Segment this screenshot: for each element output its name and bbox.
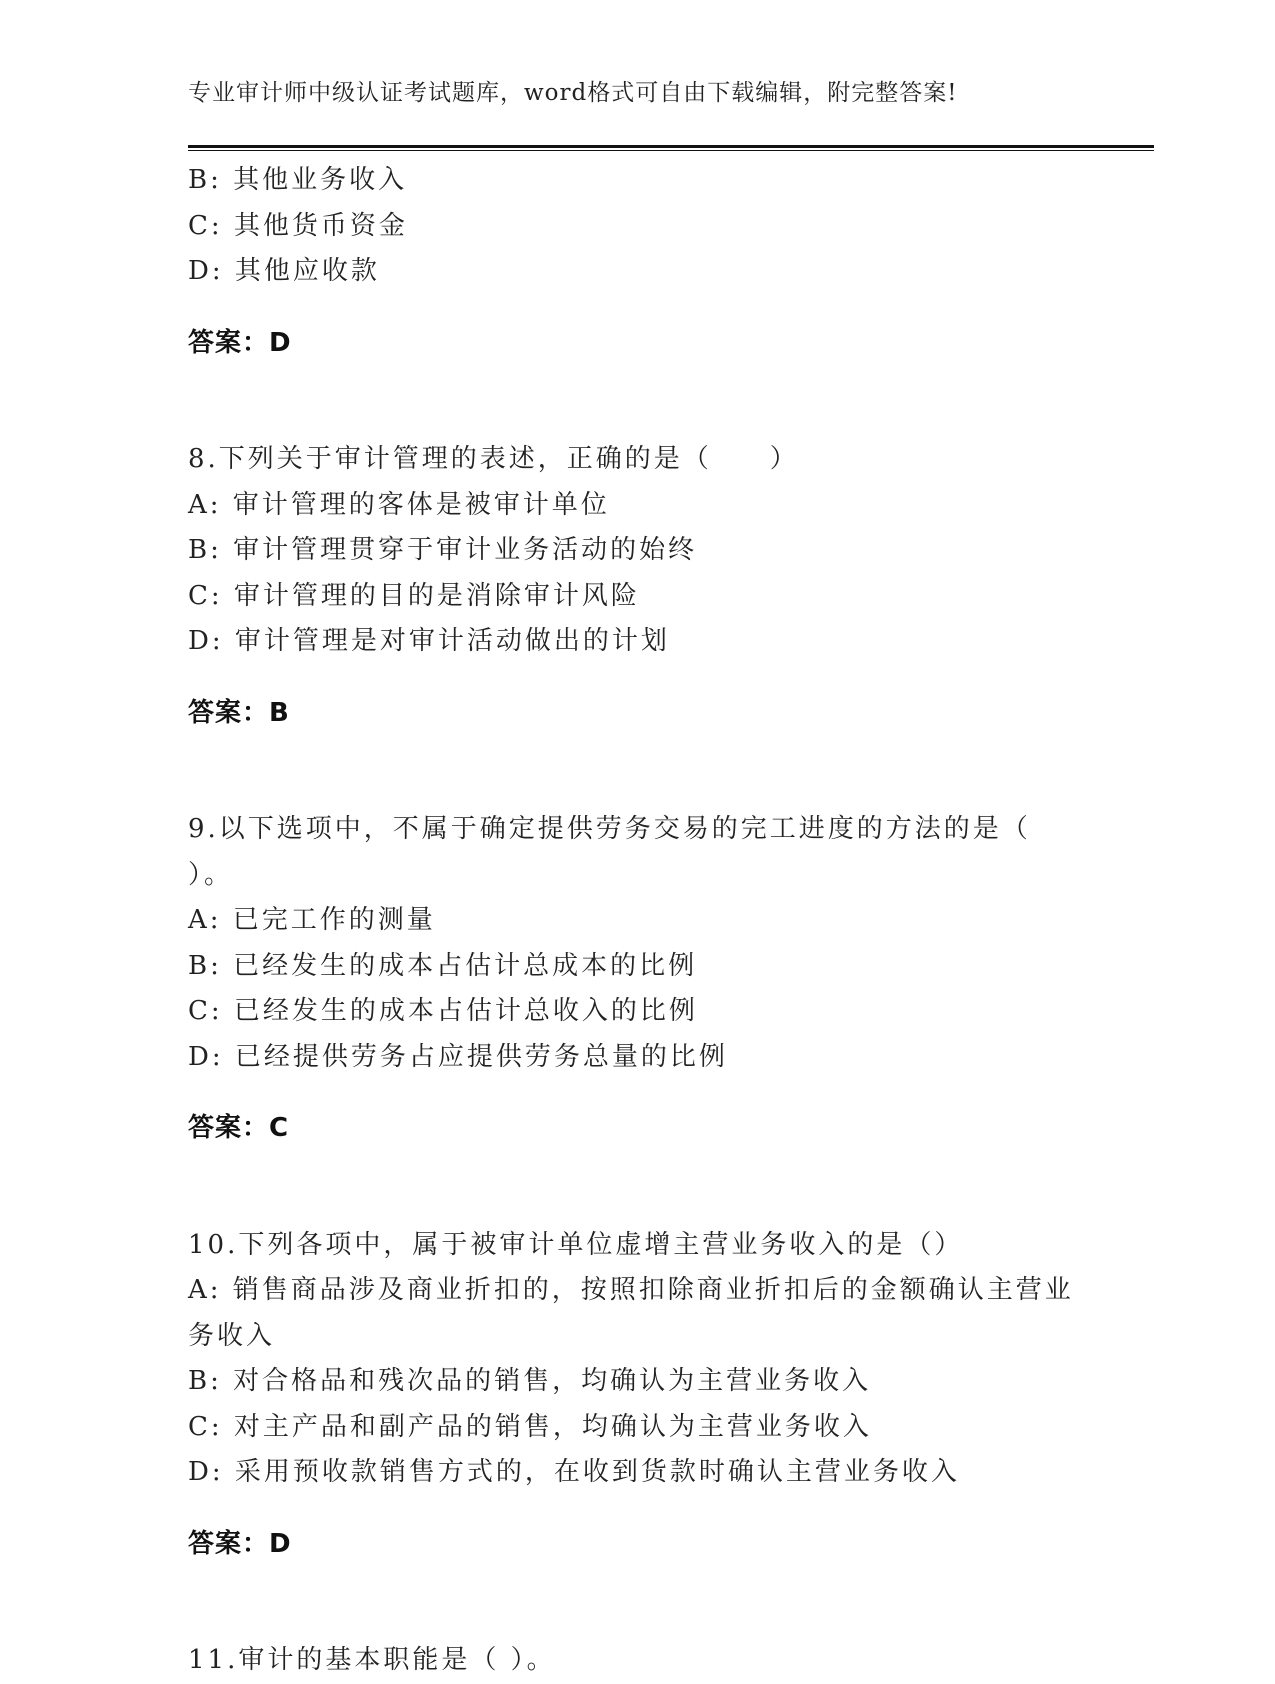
spacer [188, 762, 1088, 807]
question-10 [188, 1223, 1088, 1568]
option-d: D: 已经提供劳务占应提供劳务总量的比例 [188, 1041, 728, 1072]
option-d: D: 其他应收款 [188, 256, 380, 286]
option-b: B: 对合格品和残次品的销售，均确认为主营业务收入 [188, 1366, 872, 1396]
page-header: 专业审计师中级认证考试题库，word格式可自由下载编辑，附完整答案! [188, 80, 958, 106]
spacer [188, 392, 1088, 437]
question-7-tail [188, 158, 1088, 366]
header-rule-thick [188, 145, 1154, 148]
question-content [188, 158, 1088, 1684]
question-8 [188, 437, 1088, 736]
question-stem-line-2: ）。 [188, 859, 234, 890]
option-b: B: 已经发生的成本占估计总成本的比例 [188, 950, 698, 981]
answer-line: 答案：C [188, 1113, 290, 1143]
option-a-line-2: 务收入 [188, 1320, 276, 1351]
option-c: C: 已经发生的成本占估计总收入的比例 [188, 996, 698, 1026]
answer-line: 答案：B [188, 697, 290, 728]
question-stem-line-1: 9.以下选项中，不属于确定提供劳务交易的完工进度的方法的是（ [188, 814, 1031, 844]
option-c: C: 其他货币资金 [188, 210, 408, 241]
option-c: C: 对主产品和副产品的销售，均确认为主营业务收入 [188, 1411, 872, 1442]
option-a: A: 已完工作的测量 [188, 905, 436, 935]
question-9 [188, 807, 1088, 1152]
answer-line: 答案：D [188, 327, 292, 358]
answer-line: 答案：D [188, 1528, 292, 1559]
header-rule-thin [188, 150, 1154, 151]
option-b: B: 审计管理贯穿于审计业务活动的始终 [188, 535, 698, 565]
option-c: C: 审计管理的目的是消除审计风险 [188, 580, 640, 611]
question-11 [188, 1638, 1088, 1684]
option-d: D: 审计管理是对审计活动做出的计划 [188, 626, 670, 656]
option-b: B: 其他业务收入 [188, 165, 408, 195]
option-d: D: 采用预收款销售方式的，在收到货款时确认主营业务收入 [188, 1457, 960, 1487]
spacer [188, 1593, 1088, 1638]
question-stem: 8.下列关于审计管理的表述，正确的是（ ） [188, 444, 799, 474]
spacer [188, 1178, 1088, 1223]
question-stem: 11.审计的基本职能是（ ）。 [188, 1645, 556, 1675]
option-a: A: 审计管理的客体是被审计单位 [188, 489, 610, 520]
question-stem: 10.下列各项中，属于被审计单位虚增主营业务收入的是（） [188, 1229, 964, 1260]
option-a-line-1: A: 销售商品涉及商业折扣的，按照扣除商业折扣后的金额确认主营业 [188, 1275, 1074, 1305]
